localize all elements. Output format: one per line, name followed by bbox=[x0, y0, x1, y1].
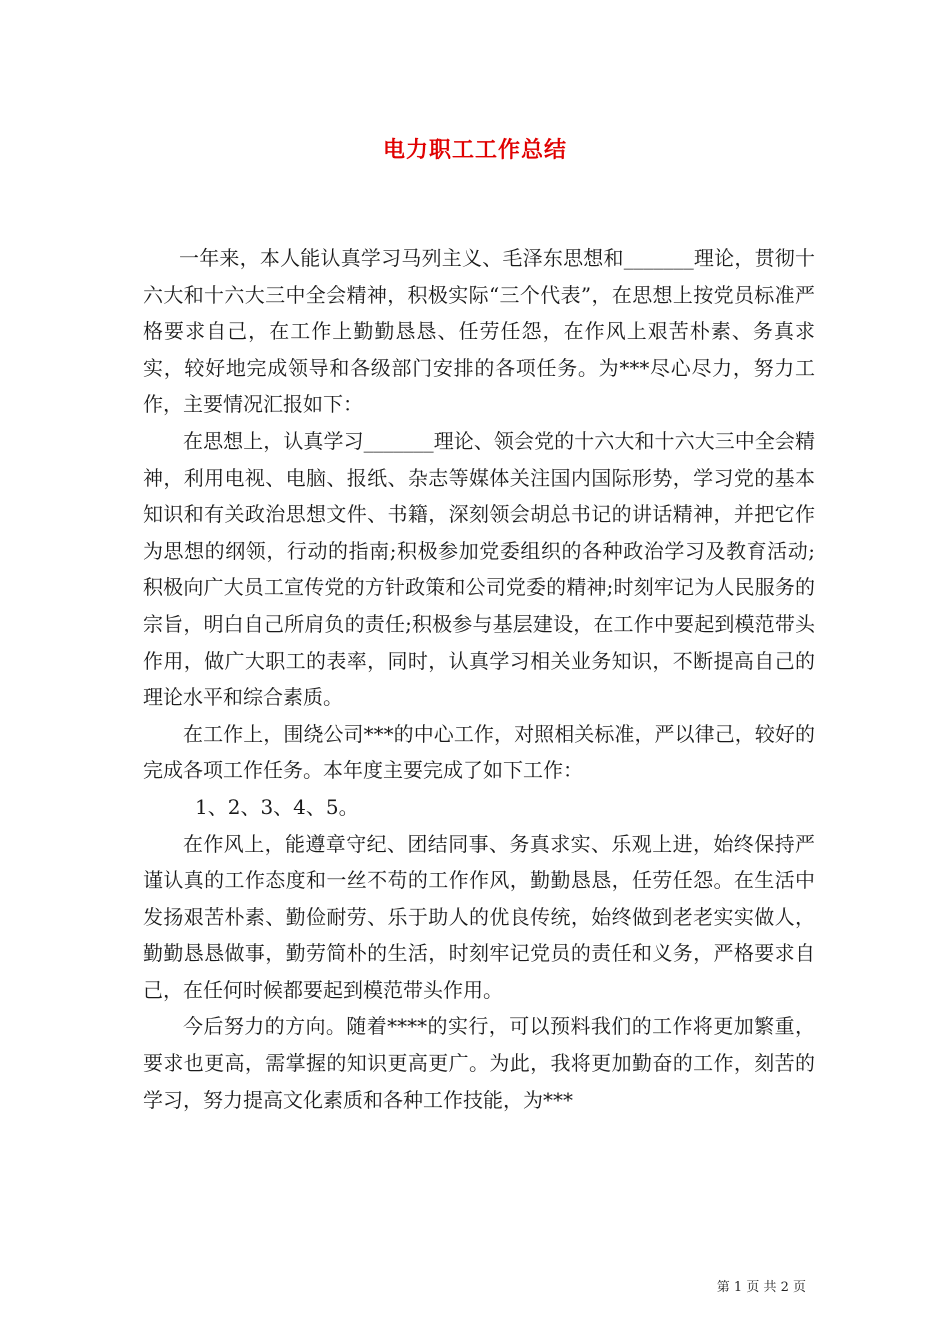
paragraph-thought: 在思想上，认真学习_______理论、领会党的十六大和十六大三中全会精神，利用电视、电脑、报纸、杂志等媒体关注国内国际形势，学习党的基本知识和有关政治思想文件、书籍，深刻领会胡总书记的讲话精神，并把它作为思想的纲领，行动的指南;积极参加党委组织的各种政治学习及教育活动;积极向广大员工宣传党的方针政策和公司党委的精神;时刻牢记为人民服务的宗旨，明白自己所肩负的责任;积极参与基层建设，在工作中要起到模范带头作用，做广大职工的表率，同时，认真学习相关业务知识，不断提高自己的理论水平和综合素质。 bbox=[143, 428, 815, 710]
paragraph-intro: 一年来，本人能认真学习马列主义、毛泽东思想和_______理论，贯彻十六大和十六大三中全会精神，积极实际“三个代表”，在思想上按党员标准严格要求自己，在工作上勤勤恳恳、任劳任怨，在作风上艰苦朴素、务真求实，较好地完成领导和各级部门安排的各项任务。为***尽心尽力，努力工作，主要情况汇报如下： bbox=[143, 246, 815, 417]
paragraph-work-list: 1、2、3、4、5。 bbox=[195, 794, 359, 819]
page-number-footer: 第 1 页 共 2 页 bbox=[716, 1280, 806, 1295]
paragraph-future: 今后努力的方向。随着****的实行，可以预料我们的工作将更加繁重，要求也更高，需掌握的知识更高更广。为此，我将更加勤奋的工作，刻苦的学习，努力提高文化素质和各种工作技能，为*** bbox=[143, 1014, 815, 1112]
document-title: 电力职工工作总结 bbox=[382, 137, 567, 163]
document-body bbox=[143, 240, 815, 1118]
paragraph-work: 在工作上，围绕公司***的中心工作，对照相关标准，严以律己，较好的完成各项工作任务。本年度主要完成了如下工作： bbox=[143, 721, 815, 783]
paragraph-style: 在作风上，能遵章守纪、团结同事、务真求实、乐观上进，始终保持严谨认真的工作态度和一丝不苟的工作作风，勤勤恳恳，任劳任怨。在生活中发扬艰苦朴素、勤俭耐劳、乐于助人的优良传统，始终做到老老实实做人，勤勤恳恳做事，勤劳简朴的生活，时刻牢记党员的责任和义务，严格要求自己，在任何时候都要起到模范带头作用。 bbox=[143, 831, 815, 1002]
